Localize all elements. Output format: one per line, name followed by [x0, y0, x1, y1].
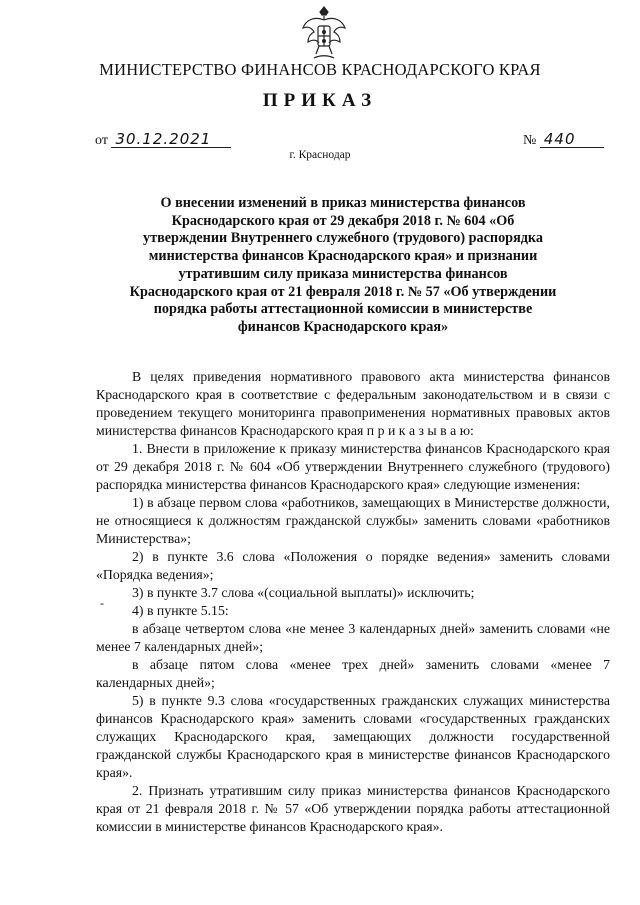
- city: г. Краснодар: [289, 149, 351, 161]
- document-body: [96, 368, 610, 836]
- margin-mark: -: [100, 596, 104, 610]
- date-value: 30.12.2021: [111, 132, 231, 148]
- document-type: ПРИКАЗ: [262, 90, 378, 111]
- number-prefix: №: [523, 133, 537, 148]
- paragraph: 2) в пункте 3.6 слова «Положения о порядке ведения» заменить словами «Порядка ведения»;: [96, 549, 610, 582]
- number-value: 440: [540, 132, 604, 148]
- paragraph: 1. Внести в приложение к приказу министерства финансов Краснодарского края от 29 декабря 2018 г. № 604 «Об утверждении Внутреннего служебного (трудового) распорядка министерства финансов Краснодарского края» следующие изменения:: [96, 441, 610, 492]
- paragraph: 5) в пункте 9.3 слова «государственных гражданских служащих министерства финансов Краснодарского края» заменить словами «государственных гражданских служащих Краснодарского края, замещающих должности государственной гражданской службы Краснодарского края в министерстве финансов Краснодарского края».: [96, 693, 610, 780]
- number-line: [523, 132, 604, 149]
- document-title: О внесении изменений в приказ министерства финансов Краснодарского края от 29 декабря 2018 г. № 604 «Об утверждении Внутреннего служебного (трудового) распорядка министерства финансов Краснодарского края» и признании утратившим силу приказа министерства финансов Краснодарского края от 21 февраля 2018 г. № 57 «Об утверждении порядка работы аттестационной комиссии в министерстве финансов Краснодарского края»: [129, 195, 557, 335]
- paragraph: 1) в абзаце первом слова «работников, замещающих в Министерстве должности, не относящиеся к должностям гражданской службы» заменить словами «работников Министерства»;: [96, 495, 610, 546]
- paragraph: в абзаце четвертом слова «не менее 3 календарных дней» заменить словами «не менее 7 календарных дней»;: [96, 621, 610, 654]
- date-line: [95, 132, 231, 149]
- paragraph: 4) в пункте 5.15:: [132, 603, 229, 618]
- date-prefix: от: [95, 133, 108, 148]
- paragraph: В целях приведения нормативного правового акта министерства финансов Краснодарского края в соответствие с федеральным законодательством и в связи с проведением текущего мониторинга правоприменения нормативных правовых актов министерства финансов Краснодарского края п р и к а з ы в а ю:: [96, 369, 610, 438]
- paragraph: в абзаце пятом слова «менее трех дней» заменить словами «менее 7 календарных дней»;: [96, 657, 610, 690]
- paragraph: 3) в пункте 3.7 слова «(социальной выплаты)» исключить;: [132, 585, 475, 600]
- ministry-name: МИНИСТЕРСТВО ФИНАНСОВ КРАСНОДАРСКОГО КРАЯ: [99, 60, 541, 79]
- paragraph: 2. Признать утратившим силу приказ министерства финансов Краснодарского края от 21 февраля 2018 г. № 57 «Об утверждении порядка работы аттестационной комиссии в министерстве финансов Краснодарского края».: [96, 783, 610, 834]
- coat-of-arms-icon: [300, 6, 348, 62]
